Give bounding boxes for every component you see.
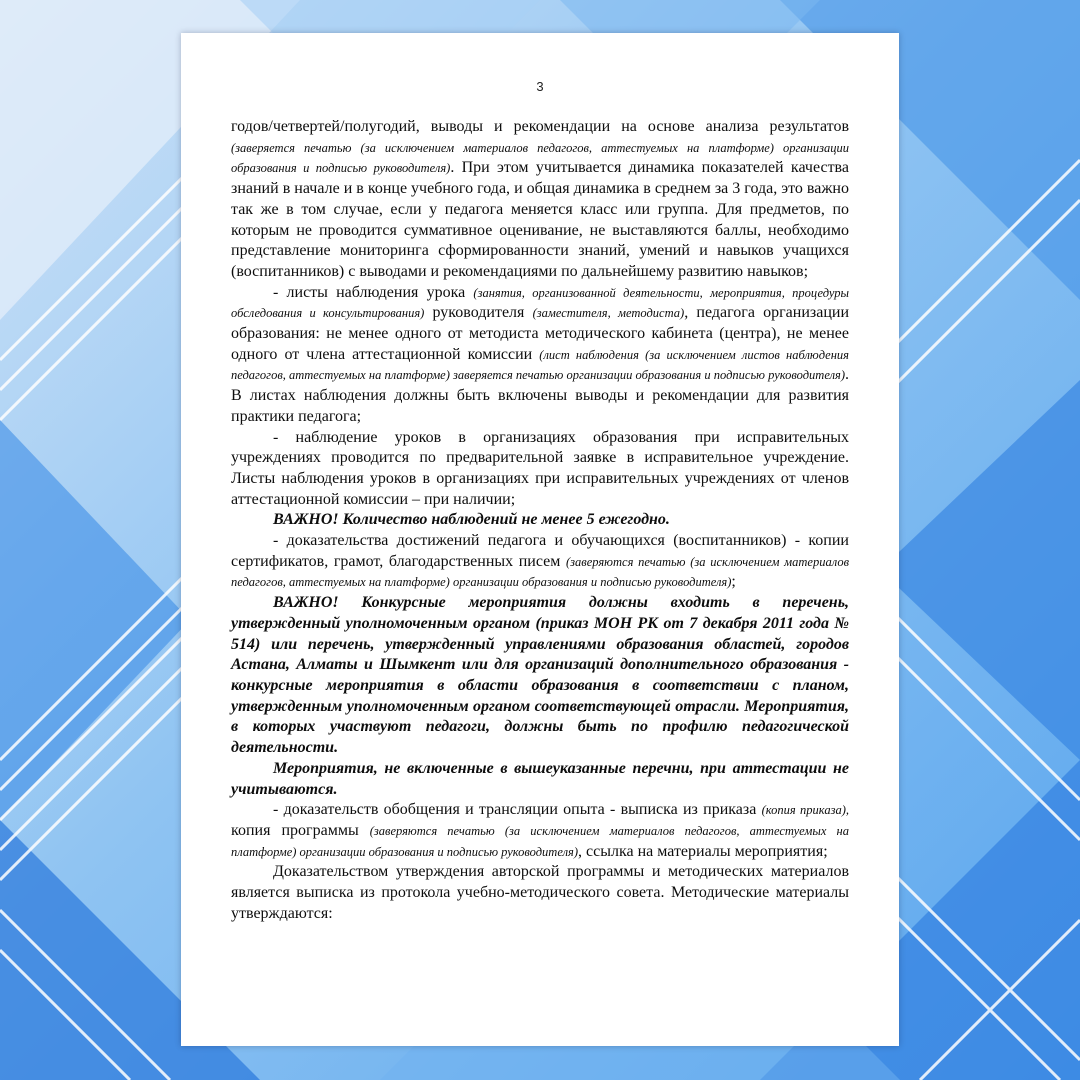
paragraph-achievement-evidence: - доказательства достижений педагога и обучающихся (воспитанников) - копии сертификатов, грамот, благодарственных писем (заверяются печатью (за исключением материалов педагогов, аттестуемых на платформе) организации образования и подписью руководителя); bbox=[231, 532, 850, 591]
paragraph-correctional-institutions: - наблюдение уроков в организациях образования при исправительных учреждениях проводится по предварительной заявке в исправительное учреждение. Листы наблюдения уроков в организациях при исправительных учреждениях от членов аттестационной комиссии – при наличии; bbox=[231, 428, 849, 508]
paragraph-author-program-approval: Доказательством утверждения авторской программы и методических материалов является выписка из протокола учебно-методического совета. Методические материалы утверждаются: bbox=[231, 863, 849, 922]
important-note-observations: ВАЖНО! Количество наблюдений не менее 5 ежегодно. bbox=[273, 511, 670, 529]
page-number: 3 bbox=[536, 79, 544, 94]
document-page bbox=[181, 33, 899, 1046]
document-body bbox=[231, 117, 849, 924]
paragraph-1: годов/четвертей/полугодий, выводы и рекомендации на основе анализа результатов (заверяется печатью (за исключением материалов педагогов, аттестуемых на платформе) организации образования и подписью руководителя). При этом учитывается динамика показателей качества знаний в начале и в конце учебного года, и общая динамика в среднем за 3 года, это важно так же в том случае, если у педагога меняется класс или группа. Для предметов, по которым не проводится суммативное оценивание, не выставляются баллы, необходимо представление мониторинга сформированности знаний, умений и навыков учащихся (воспитанников) с выводами и рекомендациями по дальнейшему развитию навыков; bbox=[231, 118, 850, 280]
paragraph-lesson-observation-sheets: - листы наблюдения урока (занятия, организованной деятельности, мероприятия, процедуры обследования и консультирования) руководителя (заместителя, методиста), педагога организации образования: не менее одного от методиста методического кабинета (центра), не менее одного от члена аттестационной комиссии (лист наблюдения (за исключением листов наблюдения педагогов, аттестуемых на платформе) заверяется печатью организации образования и подписью руководителя). В листах наблюдения должны быть включены выводы и рекомендации для развития практики педагога; bbox=[231, 283, 849, 425]
important-note-competitions: ВАЖНО! Конкурсные мероприятия должны входить в перечень, утвержденный уполномоченным органом (приказ МОН РК от 7 декабря 2011 года № 514) или перечень, утвержденный управлениями образования областей, городов Астана, Алматы и Шымкент или для организаций дополнительного образования - конкурсные мероприятия в области образования в соответствии с планом, утвержденным уполномоченным органом соответствующей отрасли. Мероприятия, в которых участвуют педагоги, должны быть по профилю педагогической деятельности. bbox=[231, 594, 849, 757]
paragraph-experience-dissemination: - доказательств обобщения и трансляции опыта - выписка из приказа (копия приказа), копия программы (заверяются печатью (за исключением материалов педагогов, аттестуемых на платформе) организации образования и подписью руководителя), ссылка на материалы мероприятия; bbox=[231, 801, 850, 860]
important-note-excluded-events: Мероприятия, не включенные в вышеуказанные перечни, при аттестации не учитываются. bbox=[231, 759, 849, 798]
